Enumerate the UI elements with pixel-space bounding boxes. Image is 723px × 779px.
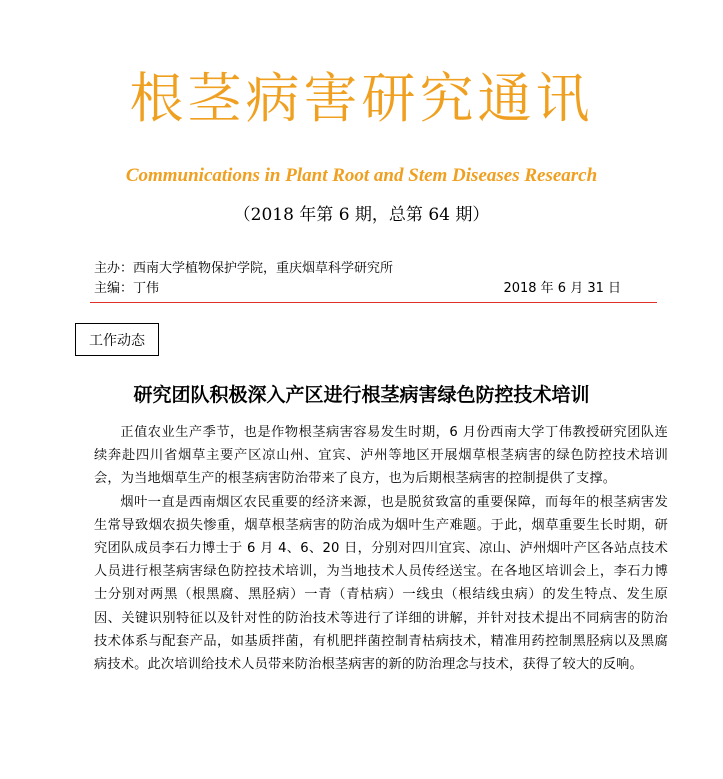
article-body [94, 421, 668, 676]
editor-line: 主编：丁伟 [94, 281, 160, 296]
journal-title: 根茎病害研究通讯 [129, 67, 594, 130]
header-divider [90, 302, 657, 303]
article-title: 研究团队积极深入产区进行根茎病害绿色防控技术培训 [133, 384, 590, 406]
journal-english-title: Communications in Plant Root and Stem Diseases Research [125, 165, 598, 186]
sponsor-line: 主办：西南大学植物保护学院，重庆烟草科学研究所 [94, 261, 394, 276]
section-label-text: 工作动态 [89, 332, 145, 349]
issue-number: （2018 年第 6 期，总第 64 期） [233, 205, 490, 225]
section-label [75, 323, 159, 356]
article-paragraph: 烟叶一直是西南烟区农民重要的经济来源，也是脱贫致富的重要保障，而每年的根茎病害发生常导致烟农损失惨重，烟草根茎病害的防治成为烟叶生产难题。于此，烟草重要生长时期，研究团队成员李石力博士于 6 月 4、6、20 日，分别对四川宜宾、凉山、泸州烟叶产区各站点技术人员进行根茎病害绿色防控技术培训，为当地技术人员传经送宝。在各地区培训会上，李石力博士分别对两黑（根黑腐、黑胫病）一青（青枯病）一线虫（根结线虫病）的发生特点、发生原因、关键识别特征以及针对性的防治技术等进行了详细的讲解，并针对技术提出不同病害的防治技术体系与配套产品，如基质拌菌，有机肥拌菌控制青枯病技术，精准用药控制黑胫病以及黑腐病技术。此次培训给技术人员带来防治根茎病害的新的防治理念与技术，获得了较大的反响。 [94, 494, 668, 673]
publication-date: 2018 年 6 月 31 日 [503, 281, 621, 296]
article-paragraph: 正值农业生产季节，也是作物根茎病害容易发生时期，6 月份西南大学丁伟教授研究团队连续奔赴四川省烟草主要产区凉山州、宜宾、泸州等地区开展烟草根茎病害的绿色防控技术培训会，为当地烟草生产的根茎病害防治带来了良方，也为后期根茎病害的控制提供了支撑。 [94, 425, 668, 487]
